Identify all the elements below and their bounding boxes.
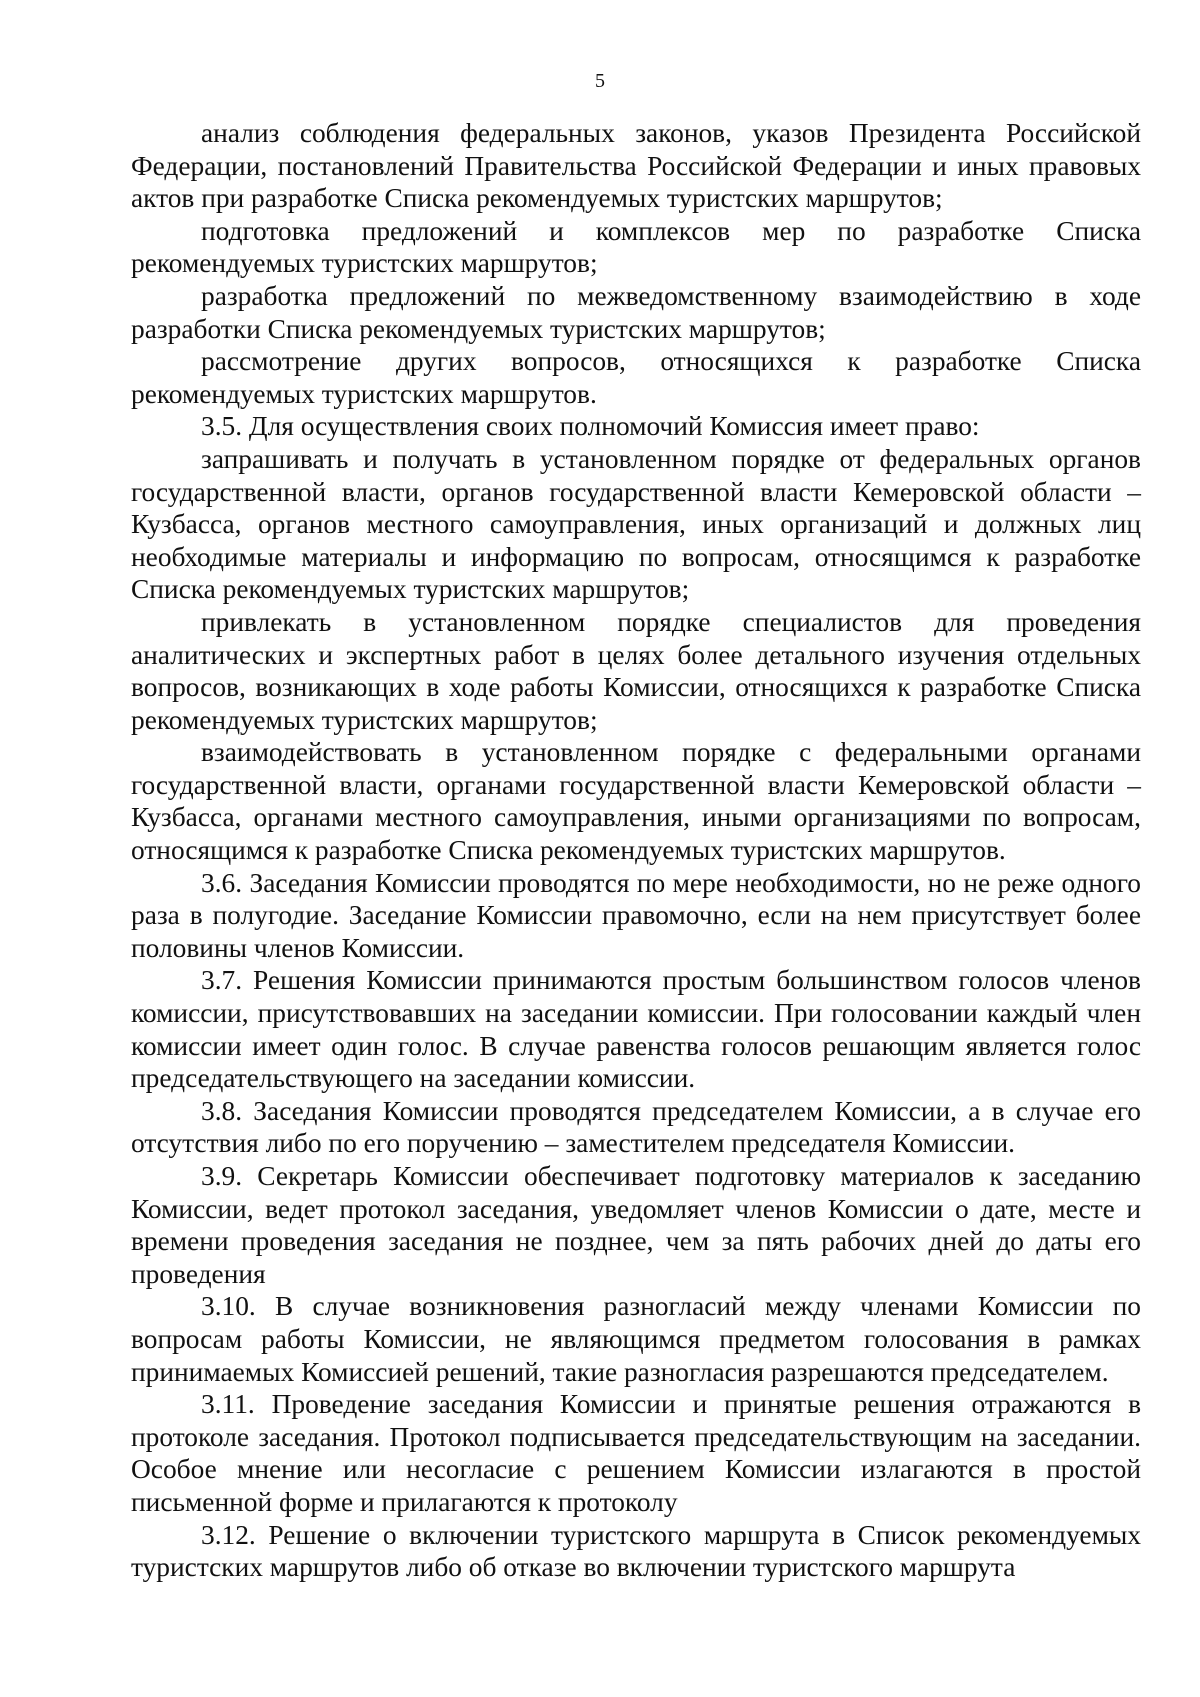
paragraph: запрашивать и получать в установленном порядке от федеральных органов государственной власти, органов государственной власти Кемеровской области – Кузбасса, органов местного самоуправления, иных организаций и должных лиц необходимые материалы и информацию по вопросам, относящимся к разработке Списка рекомендуемых туристских маршрутов; — [131, 443, 1141, 605]
page-number: 5 — [595, 70, 605, 92]
paragraph: 3.5. Для осуществления своих полномочий Комиссия имеет право: — [201, 411, 980, 442]
paragraph: 3.7. Решения Комиссии принимаются простым большинством голосов членов комиссии, присутствовавших на заседании комиссии. При голосовании каждый член комиссии имеет один голос. В случае равенства голосов решающим является голос председательствующего на заседании комиссии. — [131, 965, 1141, 1094]
paragraph: подготовка предложений и комплексов мер по разработке Списка рекомендуемых туристских маршрутов; — [131, 215, 1141, 279]
paragraph: 3.11. Проведение заседания Комиссии и принятые решения отражаются в протоколе заседания. Протокол подписывается председательствующим на заседании. Особое мнение или несогласие с решением Комиссии излагаются в простой письменной форме и прилагаются к протоколу — [131, 1389, 1141, 1517]
paragraph: 3.8. Заседания Комиссии проводятся председателем Комиссии, а в случае его отсутствия либо по его поручению – заместителем председателя Комиссии. — [131, 1095, 1141, 1159]
paragraph: 3.12. Решение о включении туристского маршрута в Список рекомендуемых туристских маршрутов либо об отказе во включении туристского маршрута — [131, 1519, 1141, 1583]
paragraph: привлекать в установленном порядке специалистов для проведения аналитических и экспертных работ в целях более детального изучения отдельных вопросов, возникающих в ходе работы Комиссии, относящихся к разработке Списка рекомендуемых туристских маршрутов; — [131, 606, 1141, 735]
paragraph: 3.10. В случае возникновения разногласий между членами Комиссии по вопросам работы Комиссии, не являющимся предметом голосования в рамках принимаемых Комиссией решений, такие разногласия разрешаются председателем. — [131, 1291, 1141, 1387]
paragraph: взаимодействовать в установленном порядке с федеральными органами государственной власти, органами государственной власти Кемеровской области – Кузбасса, органами местного самоуправления, иными организациями по вопросам, относящимся к разработке Списка рекомендуемых туристских маршрутов. — [131, 737, 1141, 866]
paragraph: 3.6. Заседания Комиссии проводятся по мере необходимости, но не реже одного раза в полугодие. Заседание Комиссии правомочно, если на нем присутствует более половины членов Комиссии. — [131, 867, 1141, 963]
paragraph: разработка предложений по межведомственному взаимодействию в ходе разработки Списка рекомендуемых туристских маршрутов; — [131, 280, 1141, 344]
document-body — [131, 117, 1141, 1584]
paragraph: рассмотрение других вопросов, относящихся к разработке Списка рекомендуемых туристских маршрутов. — [131, 346, 1141, 409]
paragraph: анализ соблюдения федеральных законов, указов Президента Российской Федерации, постановлений Правительства Российской Федерации и иных правовых актов при разработке Списка рекомендуемых туристских маршрутов; — [131, 118, 1141, 214]
paragraph: 3.9. Секретарь Комиссии обеспечивает подготовку материалов к заседанию Комиссии, ведет протокол заседания, уведомляет членов Комиссии о дате, месте и времени проведения заседания не позднее, чем за пять рабочих дней до даты его проведения — [131, 1161, 1141, 1289]
